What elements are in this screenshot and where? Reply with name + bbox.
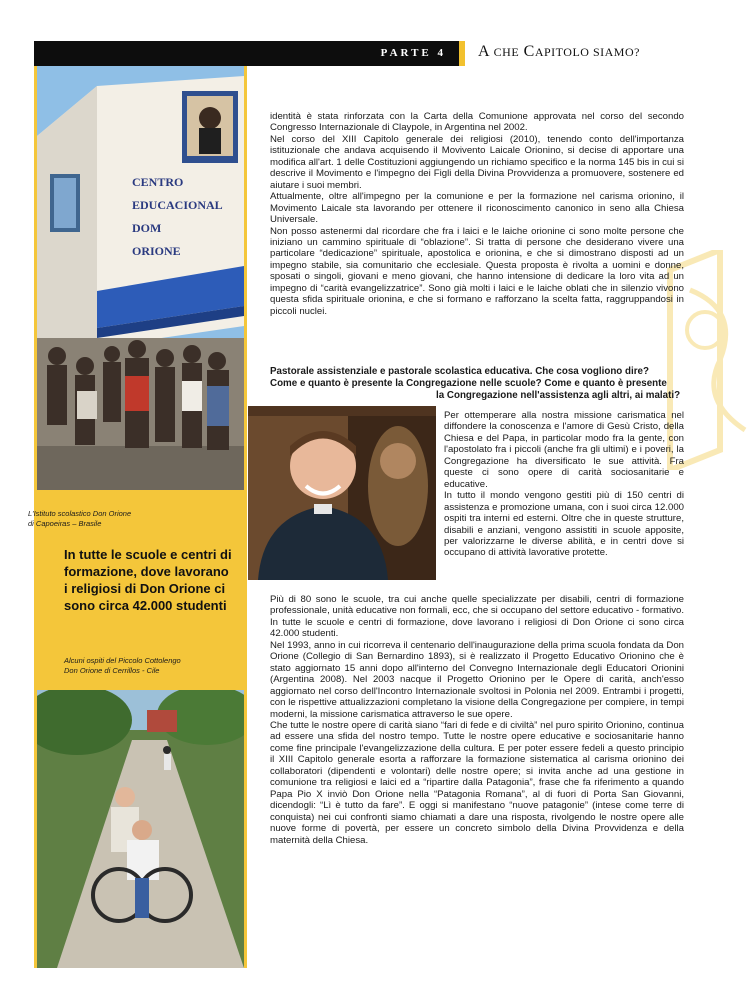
paragraph: Nel corso del XIII Capitolo generale dei religiosi (2010), tenendo conto dell'importanza istituzionale che andava acquisendo il Movivento Laicale Orionino, si decise di apportare una modifica all'art. 1 delle Costituzioni aggiungendo un richiamo specifico e la norma 145 bis in cui si descrive il Movimento e l'impegno dei Figli della Divina Provvidenza a promuovere, sostenere ed aiutare i suoi membri. (270, 133, 684, 191)
chapter-title-a: A (478, 43, 490, 60)
paragraph: In tutto il mondo vengono gestiti più di 150 centri di assistenza e promozione umana, con i suoi circa 12.000 ospiti tra interni ed esterni. Oltre che in queste strutture, disabili e anziani, vengono assistiti in scuole apposite, per valorizzarne le diverse abilità, e in centri dove si occupano di attività lavorative protette. (444, 490, 684, 559)
header-accent (459, 41, 465, 66)
priest-portrait-photo (248, 406, 436, 580)
chapter-title-rest: APITOLO SIAMO? (534, 45, 640, 59)
chapter-title-c: C (523, 43, 535, 60)
paragraph: Nel 1993, anno in cui ricorreva il centenario dell'inaugurazione della prima scuola fondata da Don Orione (Collegio di San Bernardino 1893), si è realizzato il Progetto Educativo Orionino che è stato aggiornato 15 anni dopo all'interno del Convegno Internazionale degli Educatori Orionini (Argentina 2008). Nel 2003 nacque il Progetto Orionino per le Opere di carità, anch'esso aggiornato nel corso dell'Incontro Internazionale svoltosi in Polonia nel 2009. Entrambi i progetti, con le rispettive attualizzazioni completano la visione della Congregazione per compiere, in tempi moderni, la missione carismatica attraverso le sue opere. (270, 639, 684, 720)
garden-wheelchair-photo (37, 690, 244, 968)
chapter-title-che: CHE (493, 45, 520, 59)
heading-line: la Congregazione nell'assistenza agli altri, ai malati? (436, 390, 681, 401)
school-building-photo (37, 66, 244, 490)
paragraph: identità è stata rinforzata con la Carta della Comunione approvata nel corso del secondo Congresso Internazionale di Claypole, in Argentina nel 2002. (270, 111, 684, 134)
body-text-top (270, 111, 684, 317)
paragraph: Che tutte le nostre opere di carità siano “fari di fede e di civiltà” nel puro spirito Orionino, continua ad essere una sfida del nostro tempo. Tutte le nostre opere educative e sociosanitarie hanno come fine principale l'evangelizzazione della cultura. E per poter essere fedeli a questo principio il XIII Capitolo generale esorta a rafforzare la formazione sistematica al carisma orionino dei collaboratori (dipendenti e volontari) delle nostre opere; si invita anche ad una gestione in comunione tra religiosi e laici ed a “ripartire dalla Patagonia”, frase che fa riferimento a quando Papa Pio X inviò Don Orione nella “Patagonia Romana”, al di fuori di Porta San Giovanni, dicendogli: “Lì è tutto da fare”. E oggi si manifestano “nuove patagonie” (intese come terre di conquista) nei cui confronti siamo chiamati a dare una risposta, rivolgendo le nostre opere alle nuove forme di povertà, per essere un concreto simbolo della Divina Provvidenza e della maternità della Chiesa. (270, 719, 684, 846)
paragraph: Per ottemperare alla nostra missione carismatica nel diffondere la conoscenza e l'amore di Gesù Cristo, della Chiesa e del Papa, in particolar modo fra la gente, con l'apostolato fra i piccoli (anche fra gli ultimi) e i poveri, la Congregazione ha diversificato le sue attività. Fra queste ci sono opere di carità sociosanitarie e educative. (444, 410, 684, 490)
photo1-caption-line1: L'Istituto scolastico Don Orione (28, 509, 132, 518)
sign-line-4: ORIONE (132, 244, 181, 258)
photo2-caption-line1: Alcuni ospiti del Piccolo Cottolengo (64, 656, 181, 665)
pull-quote: In tutte le scuole e centri di formazione, dove lavorano i religiosi di Don Orione ci sono circa 42.000 studenti (64, 547, 232, 613)
portrait-illustration (248, 406, 436, 580)
heading-line: Come e quanto è presente la Congregazione nelle scuole? Come e quanto è presente (270, 378, 667, 389)
sign-line-1: CENTRO (132, 175, 184, 189)
section-heading (270, 366, 684, 402)
photo2-caption (64, 656, 239, 676)
garden-illustration (37, 690, 244, 968)
sign-line-2: EDUCACIONAL (132, 198, 223, 212)
paragraph: Attualmente, oltre all'impegno per la comunione e per la formazione nel carisma orionino, il Movimento Laicale sta lavorando per ottenere il riconoscimento canonico in seno alla Chiesa Universale. (270, 191, 684, 226)
photo1-caption (28, 509, 208, 529)
chapter-title (478, 43, 640, 61)
body-text-bottom (270, 594, 684, 846)
section-label: PARTE 4 (380, 47, 446, 59)
photo1-caption-line2: di Capoeiras – Brasile (28, 519, 102, 528)
header-bar (34, 41, 460, 66)
paragraph: Non posso astenermi dal ricordare che fra i laici e le laiche orionine ci sono molte persone che iniziano un cammino spirituale di “oblazione”. Si tratta di persone che desiderano vivere una particolare “dedicazione” spirituale, apostolica e orionina, e che si dimostrano disposti ad un impegno stabile, sia comunitario che ecclesiale. Questa proposta è rivolta a uomini e donne, sposati o singoli, giovani e meno giovani, che hanno intensione di dedicare la loro vita ad un impegno di “carità evangelizzatrice”. Sono già molti i laici e le laiche oblati che in silenzio vivono questa sfida spirituale orionina, e che si formano e rafforzano la scelta fatta, raggruppandosi in piccoli nuclei. (270, 225, 684, 317)
heading-line: Pastorale assistenziale e pastorale scolastica educativa. Che cosa vogliono dire? (270, 366, 649, 377)
sign-line-3: DOM (132, 221, 162, 235)
school-building-illustration (37, 66, 244, 490)
photo2-caption-line2: Don Orione di Cerrillos - Cile (64, 666, 160, 675)
paragraph: Più di 80 sono le scuole, tra cui anche quelle specializzate per disabili, centri di formazione professionale, unità educative non formali, ecc, che si occupano del settore educativo - formativo. In tutte le scuole e centri di formazione, dove lavorano i religiosi di Don Orione ci sono circa 42.000 studenti. (270, 594, 684, 640)
body-text-beside-portrait (444, 410, 684, 559)
